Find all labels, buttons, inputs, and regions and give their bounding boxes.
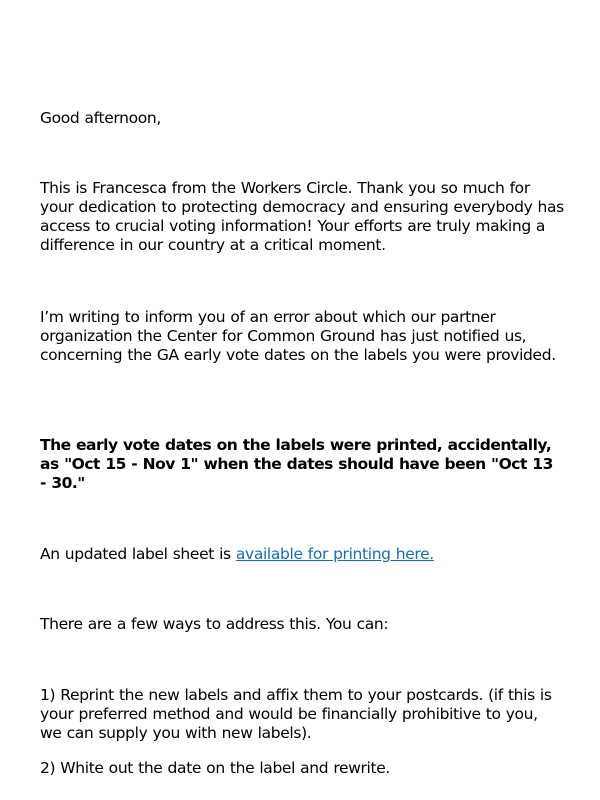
greeting: Good afternoon, [40,109,161,127]
update-text: An updated label sheet is [40,545,236,563]
option-1-paragraph: 1) Reprint the new labels and affix them to your postcards. (if this is your preferred method and would be financially prohibitive to you, we can supply you with new labels). [40,686,552,742]
error-notice-paragraph: I’m writing to inform you of an error about which our partner organization the Center for Common Ground has just notified us, concerning the GA early vote dates on the labels you were provided. [40,308,556,364]
update-paragraph [40,545,564,564]
option-2-paragraph: 2) White out the date on the label and rewrite. [40,759,390,777]
options-intro-paragraph: There are a few ways to address this. You can: [40,615,389,633]
intro-paragraph: This is Francesca from the Workers Circle. Thank you so much for your dedication to protecting democracy and ensuring everybody has access to crucial voting information! Your efforts are truly making a difference in our country at a critical moment. [40,179,564,254]
correction-paragraph: The early vote dates on the labels were printed, accidentally, as "Oct 15 - Nov 1" when the dates should have been "Oct 13 - 30." [40,436,553,492]
printable-labels-link[interactable]: available for printing here. [235,545,434,563]
